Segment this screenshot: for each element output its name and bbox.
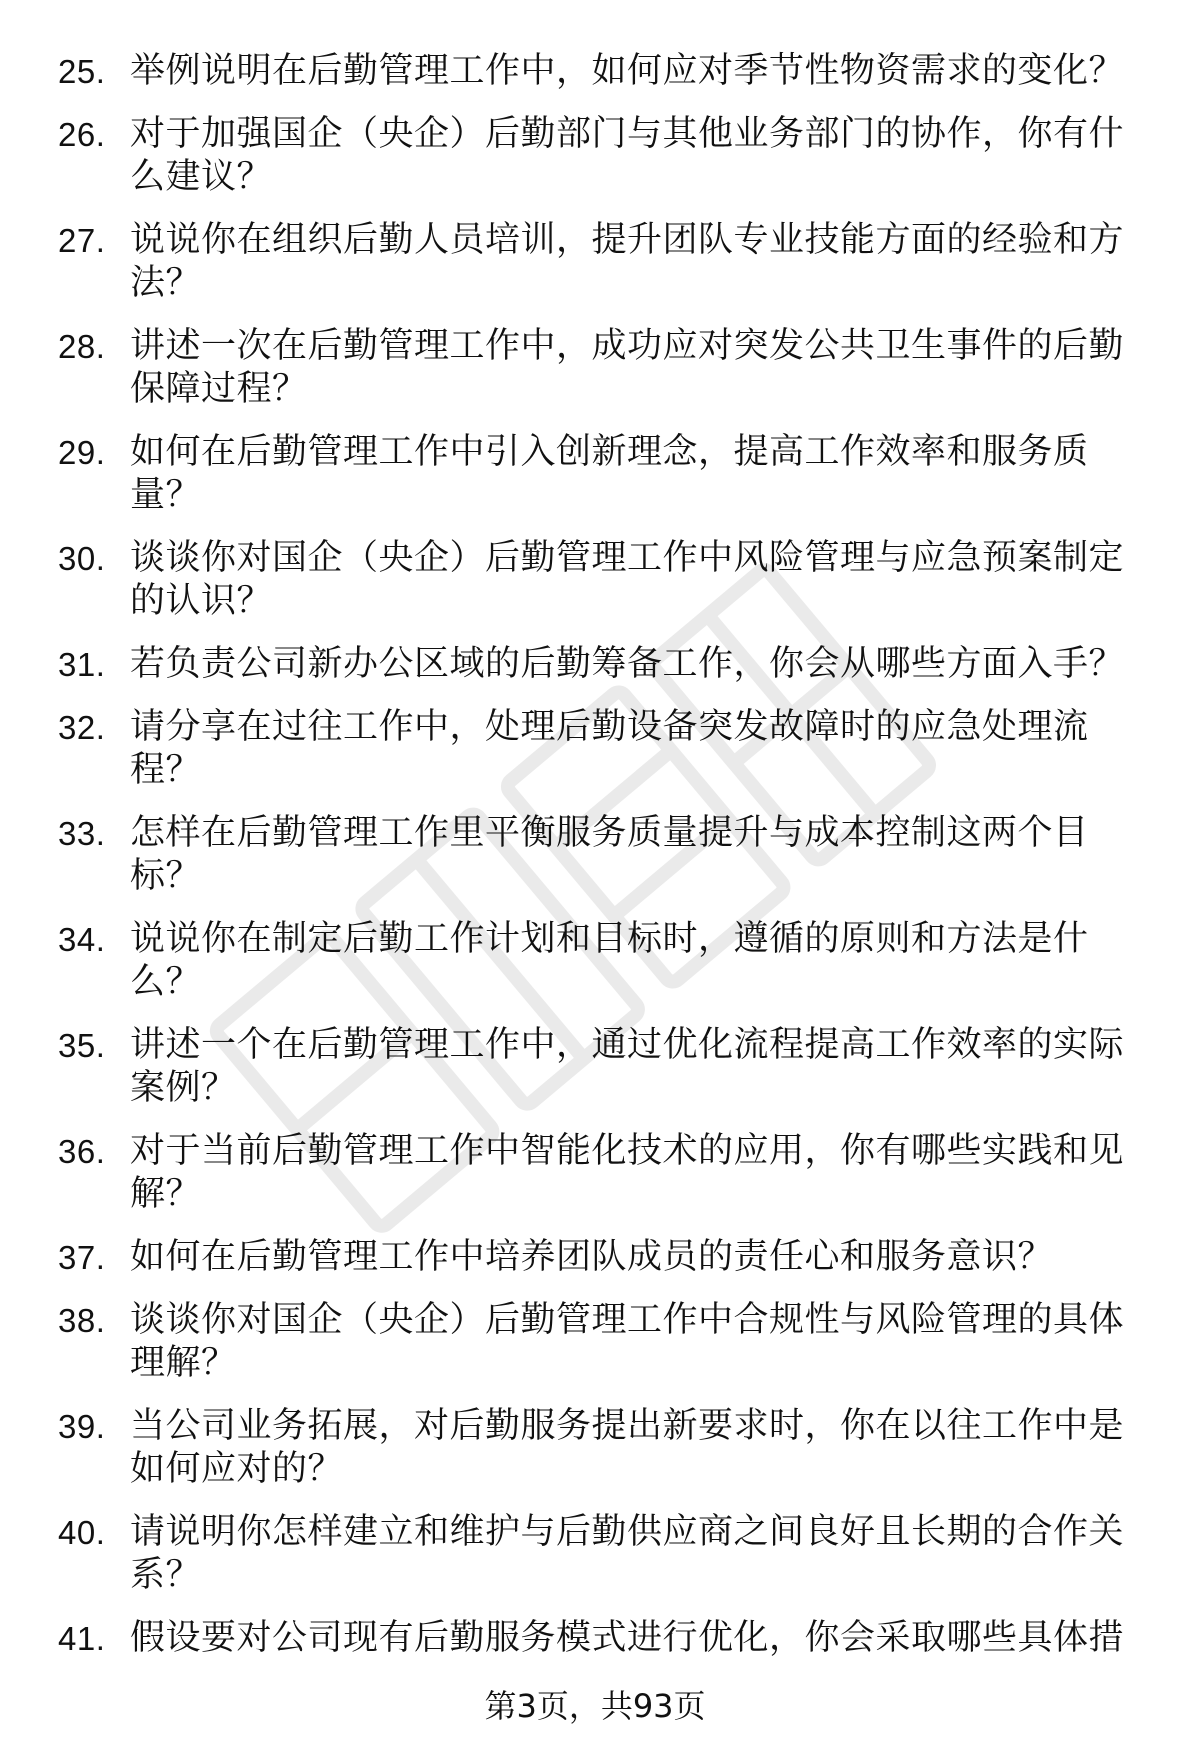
question-item [0, 113, 1190, 199]
page-footer: 第3页，共93页 [484, 1687, 706, 1725]
question-item [0, 1024, 1190, 1110]
question-number: 39. [58, 1408, 106, 1445]
question-text: 谈谈你对国企（央企）后勤管理工作中风险管理与应急预案制定的认识？ [130, 538, 1125, 621]
question-text: 请说明你怎样建立和维护与后勤供应商之间良好且长期的合作关系？ [130, 1512, 1125, 1595]
question-text: 对于当前后勤管理工作中智能化技术的应用，你有哪些实践和见解？ [130, 1131, 1125, 1214]
question-text: 假设要对公司现有后勤服务模式进行优化，你会采取哪些具体措 [130, 1618, 1125, 1658]
question-text: 讲述一个在后勤管理工作中，通过优化流程提高工作效率的实际案例？ [130, 1025, 1125, 1108]
question-number: 27. [58, 222, 106, 259]
question-number: 41. [58, 1620, 106, 1657]
question-text: 对于加强国企（央企）后勤部门与其他业务部门的协作，你有什么建议？ [130, 114, 1125, 197]
question-number: 35. [58, 1027, 106, 1064]
question-item [0, 325, 1190, 411]
question-item [0, 1130, 1190, 1216]
question-number: 38. [58, 1302, 106, 1339]
question-text: 请分享在过往工作中，处理后勤设备突发故障时的应急处理流程？ [130, 707, 1089, 790]
question-text: 如何在后勤管理工作中培养团队成员的责任心和服务意识？ [130, 1237, 1054, 1277]
question-item [0, 706, 1190, 792]
question-item [0, 1299, 1190, 1385]
question-number: 31. [58, 646, 106, 683]
question-item [0, 537, 1190, 623]
question-text: 谈谈你对国企（央企）后勤管理工作中合规性与风险管理的具体理解？ [130, 1300, 1125, 1383]
question-text: 怎样在后勤管理工作里平衡服务质量提升与成本控制这两个目标？ [130, 813, 1089, 896]
question-number: 36. [58, 1133, 106, 1170]
question-item [0, 1405, 1190, 1491]
question-text: 举例说明在后勤管理工作中，如何应对季节性物资需求的变化？ [130, 51, 1125, 91]
question-text: 如何在后勤管理工作中引入创新理念，提高工作效率和服务质量？ [130, 432, 1089, 515]
question-number: 37. [58, 1239, 106, 1276]
question-item [0, 918, 1190, 1004]
question-text: 说说你在组织后勤人员培训，提升团队专业技能方面的经验和方法？ [130, 220, 1125, 303]
question-item [0, 50, 1190, 93]
question-number: 29. [58, 434, 106, 471]
question-number: 40. [58, 1514, 106, 1551]
question-text: 当公司业务拓展，对后勤服务提出新要求时，你在以往工作中是如何应对的？ [130, 1406, 1125, 1489]
question-number: 32. [58, 709, 106, 746]
question-number: 25. [58, 53, 106, 90]
question-number: 26. [58, 116, 106, 153]
question-number: 34. [58, 921, 106, 958]
question-list [0, 50, 1190, 1680]
question-item [0, 431, 1190, 517]
question-item [0, 1511, 1190, 1597]
question-number: 30. [58, 540, 106, 577]
question-text: 讲述一次在后勤管理工作中，成功应对突发公共卫生事件的后勤保障过程？ [130, 326, 1125, 409]
question-number: 28. [58, 328, 106, 365]
question-item [0, 1617, 1190, 1660]
question-text: 说说你在制定后勤工作计划和目标时，遵循的原则和方法是什么？ [130, 919, 1089, 1002]
question-item [0, 812, 1190, 898]
question-item [0, 219, 1190, 305]
question-item [0, 1236, 1190, 1279]
question-item [0, 643, 1190, 686]
question-text: 若负责公司新办公区域的后勤筹备工作，你会从哪些方面入手？ [130, 644, 1125, 684]
question-number: 33. [58, 815, 106, 852]
